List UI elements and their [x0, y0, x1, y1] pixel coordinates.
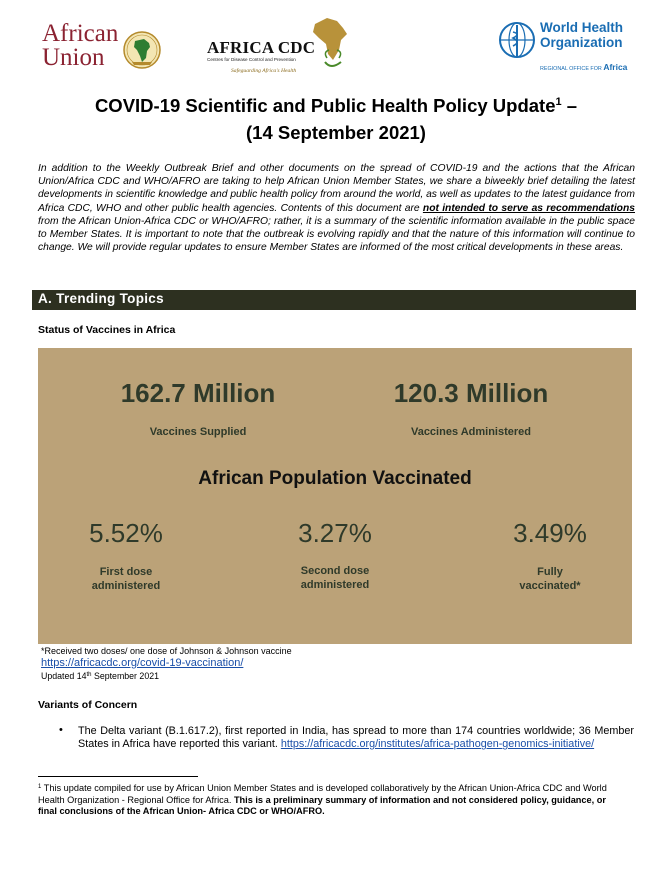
document-date: (14 September 2021) — [246, 122, 426, 143]
footnote-divider — [38, 776, 198, 777]
cdc-logo-title: AFRICA CDC — [207, 38, 316, 57]
who-logo-line1: World Health — [540, 20, 624, 35]
intro-emphasis: not intended to serve as recommendations — [422, 202, 635, 214]
intro-paragraph: In addition to the Weekly Outbreak Brief and other documents on the spread of COVID-19 and the actions that the African Union/Africa CDC and WHO/AFRO are taking to help African Union Member States, we share a biweekly brief detailing the latest developments in scientific knowledge and public health policy from around the world, as well as updates to the latest guidance from Africa CDC, WHO and other public health agencies. Contents of this document are not intended to serve as recommendations from the African Union-Africa CDC or WHO/AFRO; rather, it is a summary of the scientific information available in the public space to Member States. It is important to note that the outbreak is evolving rapidly and that the nature of this information will continue to change. We will provide regular updates to ensure Member States are informed of the most critical developments in these areas. — [38, 163, 635, 254]
fully-vaccinated-percent: 3.49% — [513, 518, 587, 548]
document-title: COVID-19 Scientific and Public Health Policy Update$^1$ – (14 September 2021) — [94, 95, 578, 143]
africa-map-icon — [122, 30, 162, 70]
vaccination-link[interactable]: https://africacdc.org/covid-19-vaccination/ — [41, 657, 244, 669]
african-union-logo — [42, 22, 167, 80]
title-footnote-mark: 1 — [555, 96, 562, 108]
population-vaccinated-title: African Population Vaccinated — [198, 468, 472, 489]
genomics-initiative-link[interactable]: https://africacdc.org/institutes/africa-pathogen-genomics-initiative/ — [280, 738, 595, 751]
au-logo-text-2: Union — [42, 44, 105, 71]
vaccines-administered-label: Vaccines Administered — [410, 426, 532, 438]
first-dose-label: First dose administered — [91, 566, 161, 592]
vaccine-footnote: *Received two doses/ one dose of Johnson & Johnson vaccine — [41, 646, 292, 656]
cdc-logo-subtitle: Centres for Disease Control and Prevention — [207, 57, 296, 62]
logo-bar — [0, 8, 672, 78]
section-header-trending-topics: A. Trending Topics — [32, 290, 636, 310]
first-dose-percent: 5.52% — [89, 518, 163, 548]
second-dose-label: Second dose administered — [300, 565, 370, 591]
vaccine-status-heading: Status of Vaccines in Africa — [38, 324, 176, 336]
au-logo-text-1: African — [42, 20, 119, 47]
vaccine-status-panel — [38, 348, 632, 644]
fully-vaccinated-label: Fully vaccinated* — [519, 566, 581, 592]
who-emblem-icon — [497, 20, 537, 60]
vaccines-administered-value: 120.3 Million — [393, 378, 549, 408]
who-afro-logo — [497, 20, 637, 76]
bullet-marker: • — [59, 724, 63, 736]
vaccines-supplied-value: 162.7 Million — [120, 378, 276, 408]
page-footnote: $^1$ This update compiled for use by African Union Member States and is developed collaboratively by the African Union-Africa CDC and World Health Organization - Regional Office for Africa. This is a preliminary summary of information and not considered policy, guidance, or final conclusions of the African Union- Africa CDC or WHO/AFRO. — [38, 783, 607, 816]
africa-cdc-logo — [207, 12, 352, 80]
who-logo-region: REGIONAL OFFICE FOR Africa — [540, 62, 628, 72]
delta-variant-item: The Delta variant (B.1.617.2), first reported in India, has spread to more than 174 countries worldwide; 36 Member States in Africa have reported this variant. https://africacdc.org/institutes/africa-pathogen-genomics-initiative/ — [78, 725, 634, 751]
variants-heading: Variants of Concern — [38, 699, 138, 711]
second-dose-percent: 3.27% — [298, 518, 372, 548]
cdc-logo-tagline: Safeguarding Africa's Health — [231, 68, 297, 74]
updated-date-note: Updated 14th September 2021 — [41, 671, 160, 681]
vaccines-supplied-label: Vaccines Supplied — [149, 426, 247, 438]
who-logo-line2: Organization — [540, 35, 623, 50]
